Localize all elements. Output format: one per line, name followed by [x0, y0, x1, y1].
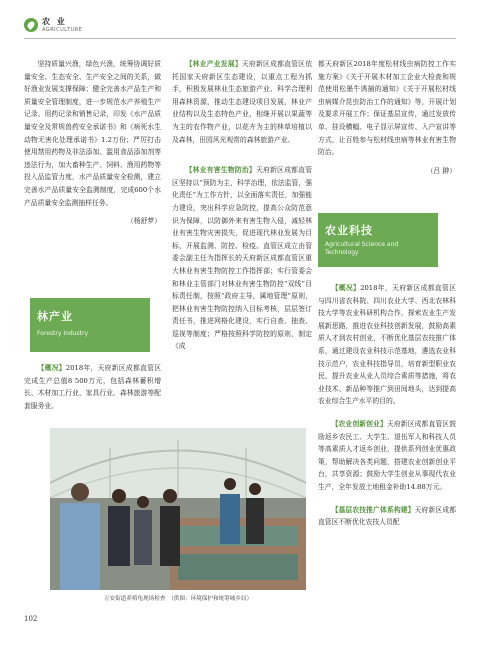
section-subtitle-en: Forestry Industry: [37, 330, 89, 337]
section-header-agri-tech: [318, 213, 438, 267]
author-signature: （杨舒梦）: [127, 217, 161, 226]
column-3-lower: [318, 282, 456, 529]
body-paragraph: 天府新区成都直管区依托国家天府新区生态建设，以重点工程为抓手，积极发展林业生态旅游产业、科学合理利用森林资源，推动生态建设项目发展，林业产业结构以及生态特色产业，相继开展以果蔬等为主的农作物产业，以花卉为主的林草培植以及森林，田园风光观赏的森林旅游产业。: [172, 60, 313, 144]
paragraph-tag: 【农业创新创业】: [331, 419, 387, 428]
running-header-subtitle: AGRICULTURE: [42, 27, 83, 33]
paragraph-tag: 【基层农技推广体系构建】: [331, 505, 415, 514]
body-paragraph: 坚持质量兴渔，绿色兴渔，统筹协调好质量安全、生态安全、生产安全之间的关系，做好渔业发展支撑保障；健全完善水产品生产和质量安全管理制度，进一步规范水产养殖生产记录、用药记录和销售记录，印发《水产品质量安全及常规兽药安全承诺书》和《病死水生动物无害化处理承诺书》1.2万份；严厉打击使用禁用药物及非法添加、滥用食品添加剂等违法行为，加大畜种生产、饲料、渔用药物等投入品监管力度，水产品质量安全检测，建立完善水产品质量安全监测制度，完成600个水产品质量安全监测抽样任务。: [24, 60, 161, 207]
body-paragraph: 天府新区成都直管区坚持以“预防为主，科学治理，依法监管，强化责任”为工作方针，以全面落实责任，加强能力建设，突出科学应急防控，提高公众防范意识为保障，以防御外来有害生物入侵，减轻林业有害生物灾害损失，促进现代林业发展为目标，开展监测、防控、检疫。直管区成立由管委会副主任为指挥长的天府新区成都直管区重大林业有害生物防控工作指挥部；实行管委会和林业主管部门对林业有害生物防控“双线”目标责任制，按照“政府主导，属地管理”原则，把林业有害生物防控纳入目标考核，层层签订责任书，推进网格化建设，实行自查、抽查、巡视等制度；严格按照科学防控的原则，制定《成: [172, 166, 313, 351]
paragraph-tag: 【林业有害生物防治】: [185, 166, 256, 175]
body-paragraph: 天府新区成都直管区不断优化农技人员配: [318, 505, 457, 527]
author-signature: （吕 翀）: [426, 166, 456, 175]
header-divider: [24, 38, 456, 39]
section-header-forestry: [30, 298, 150, 352]
paragraph-tag: 【概况】: [37, 364, 66, 372]
photo-caption: 万安街道养殖龟现场检查 （供图：环境保护和统筹城乡局）: [103, 596, 253, 602]
body-paragraph: 都天府新区2018年度松材线虫病防控工作实施方案》《关于开展木材加工企业大检查和规范使用松墨牛诱捕的通知》《关于开展松材线虫病媒介昆虫防治工作的通知》等，开展计划及要求开展工作；保证基层宣传，通过发放传单、挂设横幅、电子显示屏宣传、入户宣讲等方式，让百姓参与松材线虫病等林业有害生物防治。: [318, 60, 456, 157]
section-title: 林产业: [37, 310, 73, 323]
column-1-lower: [24, 362, 161, 412]
body-paragraph: 2018年，天府新区成都直管区与四川省农科院、四川农业大学、西北农林科技大学等农业科研机构合作，探索农业生产发展新思路，推进农业科技创新发展，鼓励高素质人才到农村创业，不断优化基层农技推广体系，通过建设农业科技示范基地，遴选农业科技示范户，农业科技指导员，培育新型职业农民，提升农业从业人员综合素质等措施，将农业技术、新品种等推广到田间地头，达到提高农业综合生产水平的目的。: [318, 284, 456, 406]
column-2: [172, 58, 312, 353]
section-title: 农业科技: [325, 224, 373, 237]
paragraph-tag: 【概况】: [331, 284, 361, 292]
greenhouse-inspection-photo: [50, 428, 306, 590]
column-1: [24, 58, 161, 228]
column-3: [318, 58, 456, 177]
running-header-title: 农 业: [42, 16, 67, 26]
leaf-logo-icon: [24, 18, 38, 32]
paragraph-tag: 【林业产业发展】: [185, 60, 242, 68]
body-paragraph: 2018年，天府新区成都直管区完成生产总值8 500万元，包括森林蓄积增长、木材加工行业、家具行业、森林旅游等配套服务业。: [24, 364, 161, 410]
photo-illustration: [50, 428, 306, 590]
body-paragraph: 天府新区成都直管区鼓励返乡农民工、大学生、退伍军人和科技人员等高素质人才返乡创业，提供系列创业优惠政策，帮助解决各类问题，搭建农业创新创业平台，共享资源；鼓励大学生创业从事现代农业生产，全年发放土地租金补助14.88万元。: [318, 419, 457, 491]
page-number: 102: [24, 615, 38, 623]
section-subtitle-en: Agricultural Science and Technology: [325, 241, 399, 256]
